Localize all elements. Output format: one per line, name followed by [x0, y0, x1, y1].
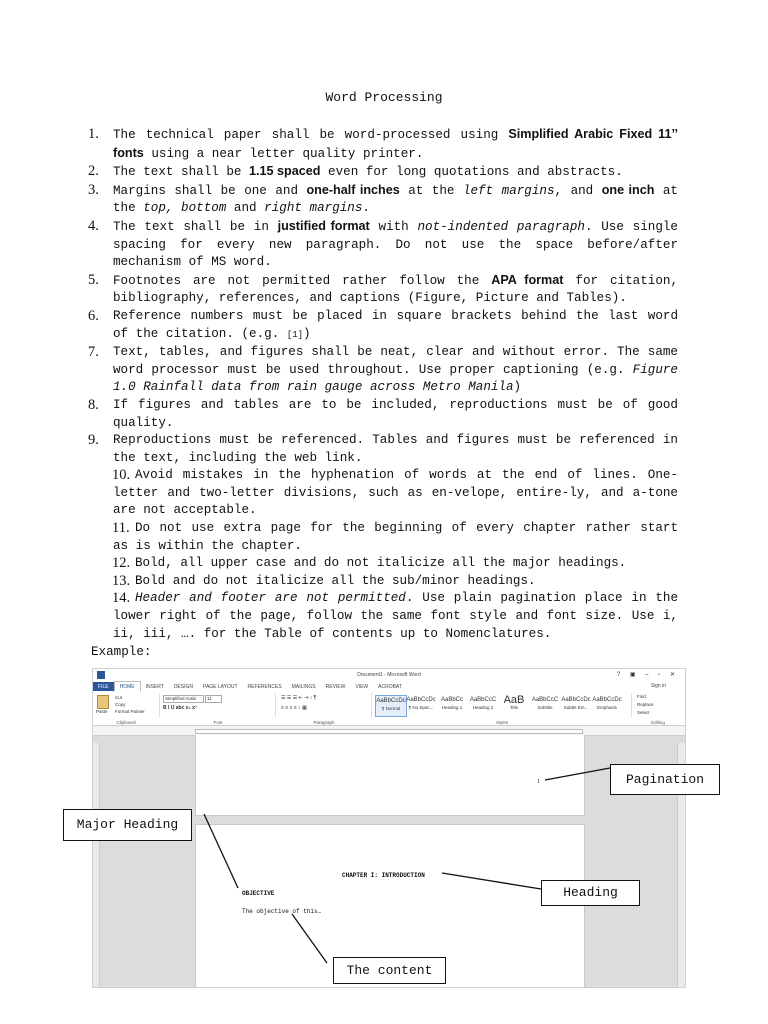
major-heading-callout: Major Heading [63, 809, 192, 841]
style-name: Subtitle [537, 705, 553, 710]
rule-text: Reference numbers must be placed in square brackets behind the last word of the citation. (e.g. [113, 308, 678, 341]
heading-pointer [442, 873, 541, 889]
style-preview: AaBbCcC [531, 697, 559, 703]
rule-number: 11. [112, 520, 130, 537]
rule-text: at the [113, 183, 678, 216]
rule-number: 10. [112, 467, 131, 484]
rule-text: left margins [462, 183, 555, 198]
rule-number: 7. [88, 344, 99, 361]
format-painter-label: Format Painter [115, 709, 145, 714]
rule-text: Header and footer are not permitted [135, 591, 406, 606]
rule-text: [1] [286, 329, 304, 340]
select-label: Select [637, 710, 650, 715]
example-label: Example: [91, 645, 152, 659]
font-name-box: Simplified Arabi [163, 695, 204, 703]
paragraph-group-label: Paragraph [313, 720, 335, 725]
style-name: Emphasis [597, 705, 617, 710]
paste-label: Paste [96, 709, 108, 714]
tab-insert: INSERT [145, 684, 164, 690]
tab-home: HOME [114, 681, 141, 692]
style-name: Heading 2 [472, 705, 494, 710]
heading-callout: Heading [541, 880, 640, 906]
tab-file: FILE [93, 682, 114, 692]
alignment-icons: ≡ ≡ ≡ ≡ ↕ ▦ [281, 705, 307, 711]
rule-number: 9. [88, 432, 99, 449]
tab-design: DESIGN [173, 684, 193, 690]
copy-label: Copy [115, 702, 126, 707]
rule-number: 1. [88, 126, 99, 142]
rule-number: 2. [88, 163, 99, 180]
tab-acrobat: ACROBAT [378, 684, 402, 690]
rule-text: using a near letter quality printer. [143, 146, 424, 161]
rule-text: and [226, 201, 265, 216]
rule-text: at the [399, 183, 463, 198]
style-name: ¶ Normal [381, 706, 401, 711]
rule-text: . Use plain pagination place in the lower right of the page, follow the same font style and font size. Use i, ii, iii, …. for the Table of contents up to Nomenclatures. [113, 591, 679, 641]
rule-number: 6. [88, 307, 99, 324]
rule-number: 8. [88, 396, 99, 413]
styles-group-label: Styles [495, 720, 509, 725]
rule-text: justified format [277, 218, 370, 233]
list-icons: ☰ ☰ ☰ ⇤ ⇥ ↕ ¶ [281, 695, 317, 701]
tab-references: REFERENCES [247, 684, 282, 690]
pagination-callout: Pagination [610, 764, 720, 795]
cut-label: Cut [115, 695, 123, 700]
content-text: The objective of this… [242, 908, 322, 915]
rule-text: If figures and tables are to be included, reproductions must be of good quality. [113, 397, 678, 430]
style-name: Subtle Em... [563, 705, 589, 710]
rule-text: ) [513, 380, 522, 395]
font-size-box: 11 [205, 695, 222, 703]
rule-text: The text shall be [113, 165, 250, 180]
rule-text: APA format [491, 272, 564, 287]
tab-review: REVIEW [325, 684, 346, 690]
style-preview: AaBbCcDc [406, 697, 436, 703]
rule-text: Simplified Arabic Fixed 11’’ fonts [113, 127, 679, 160]
rule-number: 13. [112, 572, 131, 589]
style-preview: AaBbCcC [469, 697, 497, 703]
tab-view: VIEW [355, 684, 369, 690]
major-heading-pointer [204, 814, 238, 888]
rule-text: . Use single spacing for every new paragraph. Do not use the space before/after mechanism of MS word. [113, 219, 678, 270]
rule-text: Bold, all upper case and do not italicize all the major headings. [135, 556, 627, 571]
rule-number: 4. [88, 217, 99, 234]
rule-text: not-indented paragraph [417, 219, 585, 234]
replace-label: Replace [637, 702, 654, 707]
content-pointer [292, 914, 327, 963]
document-title: Word Processing [325, 90, 443, 105]
rule-text: Text, tables, and figures shall be neat, clear and without error. The same word processor must be used throughout. Use proper captioning (e.g. [113, 345, 678, 377]
font-group-label: Font [213, 720, 223, 725]
rule-text: top, bottom [143, 201, 227, 216]
rule-number: 3. [88, 181, 99, 198]
rule-text: for citation, bibliography, references, and captions (Figure, Picture and Tables). [113, 273, 679, 306]
rule-text: Footnotes are not permitted rather follow the [113, 273, 492, 288]
editing-group-label: Editing [651, 720, 665, 725]
window-control-icons: ? ▣ – ▫ ✕ [616, 672, 679, 678]
rule-text: Reproductions must be referenced. Tables and figures must be referenced in the text, including the web link. [113, 433, 678, 465]
pagination-pointer [545, 768, 610, 780]
tab-page-layout: PAGE LAYOUT [202, 684, 238, 690]
rule-text: Bold and do not italicize all the sub/minor headings. [135, 573, 536, 588]
rule-text: The text shall be in [113, 219, 278, 234]
clipboard-group-label: Clipboard [116, 720, 136, 725]
rule-text: The technical paper shall be word-processed using [113, 128, 509, 142]
chapter-heading: CHAPTER I: INTRODUCTION [342, 872, 425, 879]
rule-text: 1.15 spaced [249, 164, 321, 179]
style-name: Heading 1 [441, 705, 463, 710]
rule-number: 14. [112, 590, 131, 607]
style-preview: AaBbCcDc [376, 698, 406, 704]
rule-text: Figure 1.0 Rainfall data from rain gauge across Metro Manila [113, 362, 678, 395]
objective-heading: OBJECTIVE [242, 890, 275, 897]
rule-text: , and [554, 183, 602, 198]
style-name: Title [509, 705, 519, 710]
sign-in-link: Sign in [650, 683, 666, 689]
rule-text: ) [303, 326, 311, 341]
window-title: Document1 - Microsoft Word [357, 672, 421, 678]
rule-text: Margins shall be one and [113, 183, 307, 198]
rule-text: Do not use extra page for the beginning of every chapter rather start as is within the chapter. [113, 521, 678, 553]
rule-text: . [362, 201, 370, 216]
rule-text: Avoid mistakes in the hyphenation of words at the end of lines. One-letter and two-letter divisions, such as en-velope, entire-ly, and a-tone are not acceptable. [113, 468, 678, 518]
style-preview: AaBbCcDc [592, 697, 622, 703]
style-preview: AaBbCc [440, 697, 463, 703]
content-callout: The content [333, 957, 446, 984]
page-number: 1 [537, 779, 540, 785]
rule-text: one-half inches [306, 182, 400, 197]
find-label: Find [637, 694, 646, 699]
rule-number: 12. [112, 555, 131, 572]
style-preview: AaB [503, 694, 525, 706]
rule-text: one inch [601, 182, 655, 197]
style-preview: AaBbCcDc [561, 697, 591, 703]
rule-text: right margins [264, 201, 363, 216]
rule-text: even for long quotations and abstracts. [320, 165, 623, 180]
rule-number: 5. [88, 271, 99, 288]
font-format-icons: B I U abc x₂ x² [163, 705, 197, 711]
rule-text: with [369, 219, 418, 234]
style-name: ¶ No Spac... [408, 705, 434, 710]
tab-mailings: MAILINGS [291, 684, 316, 690]
